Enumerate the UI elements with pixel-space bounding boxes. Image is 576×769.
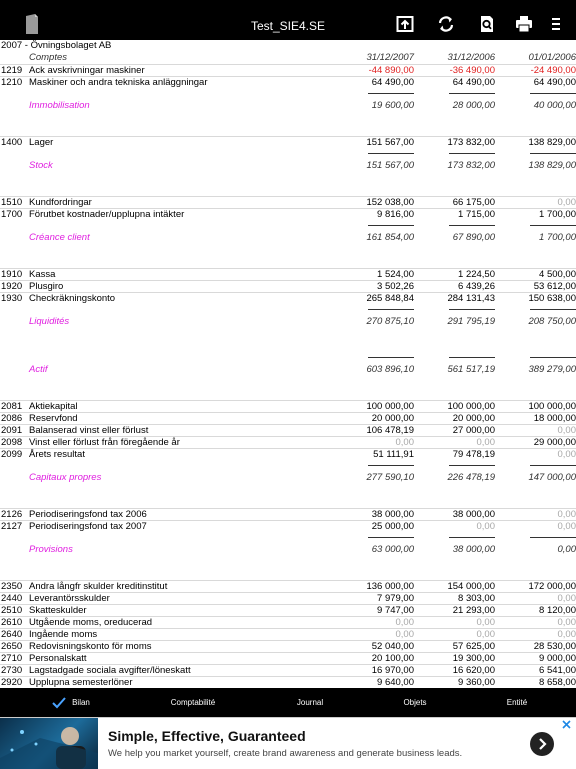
- printer-icon: [514, 14, 536, 34]
- account-value: 106 478,19: [366, 425, 414, 436]
- account-value: 64 490,00: [371, 77, 414, 88]
- total-value: 291 795,19: [447, 316, 495, 327]
- account-label: Lagstadgade sociala avgifter/löneskatt: [29, 665, 191, 676]
- total-label: Actif: [29, 364, 48, 375]
- total-row[interactable]: [0, 316, 576, 328]
- account-value: 9 640,00: [377, 677, 414, 688]
- account-value: 0,00: [395, 629, 414, 640]
- preview-button[interactable]: [477, 14, 499, 36]
- account-value: 4 500,00: [539, 269, 576, 280]
- account-value: 150 638,00: [528, 293, 576, 304]
- account-value: 51 111,91: [373, 449, 414, 460]
- account-label: Checkräkningskonto: [29, 293, 116, 304]
- account-value: 6 541,00: [539, 665, 576, 676]
- total-underline: [368, 465, 414, 466]
- account-label: Årets resultat: [29, 449, 85, 460]
- account-value: 0,00: [557, 509, 576, 520]
- total-underline: [449, 465, 495, 466]
- account-label: Ack avskrivningar maskiner: [29, 65, 145, 76]
- account-value: 173 832,00: [447, 137, 495, 148]
- account-value: 100 000,00: [447, 401, 495, 412]
- total-underline: [368, 537, 414, 538]
- tab-journal[interactable]: Journal: [296, 698, 324, 707]
- total-underline: [368, 93, 414, 94]
- total-underline: [530, 465, 576, 466]
- total-value: 38 000,00: [452, 544, 495, 555]
- account-code: 2350: [1, 581, 23, 592]
- ad-banner[interactable]: [0, 717, 576, 769]
- total-value: 389 279,00: [528, 364, 576, 375]
- account-label: Ingående moms: [29, 629, 98, 640]
- account-code: 2098: [1, 437, 23, 448]
- total-underline: [368, 225, 414, 226]
- account-row[interactable]: [0, 676, 576, 688]
- total-underline: [530, 93, 576, 94]
- account-code: 2920: [1, 677, 23, 688]
- account-value: 25 000,00: [371, 521, 414, 532]
- account-value: 64 490,00: [533, 77, 576, 88]
- total-underline: [368, 309, 414, 310]
- account-value: 0,00: [557, 197, 576, 208]
- total-label: Immobilisation: [29, 100, 90, 111]
- account-label: Andra långfr skulder kreditinstitut: [29, 581, 168, 592]
- total-label: Créance client: [29, 232, 90, 243]
- account-label: Vinst eller förlust från föregående år: [29, 437, 180, 448]
- close-icon: [558, 719, 576, 736]
- account-value: 16 970,00: [371, 665, 414, 676]
- upload-button[interactable]: [395, 14, 417, 36]
- account-row[interactable]: [0, 208, 576, 221]
- account-value: 172 000,00: [528, 581, 576, 592]
- ad-open-button[interactable]: [530, 732, 554, 756]
- accounts-header: Comptes: [29, 52, 68, 63]
- total-label: Liquidités: [29, 316, 70, 327]
- column-date-3: 01/01/2006: [528, 52, 576, 63]
- total-underline: [449, 537, 495, 538]
- total-value: 208 750,00: [528, 316, 576, 327]
- total-value: 28 000,00: [452, 100, 495, 111]
- account-value: 38 000,00: [371, 509, 414, 520]
- account-value: 64 490,00: [452, 77, 495, 88]
- account-label: Balanserad vinst eller förlust: [29, 425, 149, 436]
- account-code: 1700: [1, 209, 23, 220]
- total-underline: [449, 309, 495, 310]
- account-value: 16 620,00: [452, 665, 495, 676]
- total-row[interactable]: [0, 472, 576, 484]
- company-row: [0, 40, 576, 52]
- account-value: -24 490,00: [530, 65, 576, 76]
- column-date-1: 31/12/2007: [366, 52, 414, 63]
- account-label: Kassa: [29, 269, 56, 280]
- total-value: 270 875,10: [366, 316, 414, 327]
- chevron-right-icon: [530, 732, 554, 756]
- account-code: 2640: [1, 629, 23, 640]
- account-value: 284 131,43: [447, 293, 495, 304]
- document-icon[interactable]: [24, 13, 40, 40]
- account-code: 2510: [1, 605, 23, 616]
- account-value: 52 040,00: [371, 641, 414, 652]
- total-value: 67 890,00: [452, 232, 495, 243]
- print-button[interactable]: [514, 14, 536, 36]
- total-row[interactable]: [0, 232, 576, 244]
- tab-entite[interactable]: Entité: [506, 698, 528, 707]
- column-header-row: [0, 52, 576, 64]
- account-value: 27 000,00: [452, 425, 495, 436]
- account-value: 152 038,00: [366, 197, 414, 208]
- checkmark-icon: [52, 697, 66, 711]
- account-value: 138 829,00: [528, 137, 576, 148]
- total-label: Capitaux propres: [29, 472, 102, 483]
- total-underline: [449, 153, 495, 154]
- account-code: 2099: [1, 449, 23, 460]
- account-value: 19 300,00: [452, 653, 495, 664]
- account-value: 9 747,00: [377, 605, 414, 616]
- account-value: 0,00: [557, 425, 576, 436]
- total-value: 151 567,00: [366, 160, 414, 171]
- account-label: Aktiekapital: [29, 401, 78, 412]
- total-underline: [449, 225, 495, 226]
- account-value: 9 360,00: [458, 677, 495, 688]
- account-code: 2610: [1, 617, 23, 628]
- account-value: 151 567,00: [366, 137, 414, 148]
- account-value: 136 000,00: [366, 581, 414, 592]
- account-value: 0,00: [395, 437, 414, 448]
- total-underline: [449, 93, 495, 94]
- account-label: Maskiner och andra tekniska anläggningar: [29, 77, 208, 88]
- account-label: Skatteskulder: [29, 605, 87, 616]
- account-value: 0,00: [557, 521, 576, 532]
- account-row[interactable]: [0, 520, 576, 533]
- top-toolbar: [0, 0, 576, 40]
- total-underline: [530, 225, 576, 226]
- account-label: Periodiseringsfond tax 2007: [29, 521, 147, 532]
- total-underline: [368, 153, 414, 154]
- account-value: 265 848,84: [366, 293, 414, 304]
- account-value: 57 625,00: [452, 641, 495, 652]
- total-value: 603 896,10: [366, 364, 414, 375]
- account-value: 8 303,00: [458, 593, 495, 604]
- total-value: 147 000,00: [528, 472, 576, 483]
- bottom-tab-bar: [0, 688, 576, 717]
- account-label: Upplupna semesterlöner: [29, 677, 133, 688]
- account-label: Leverantörsskulder: [29, 593, 110, 604]
- total-value: 19 600,00: [371, 100, 414, 111]
- account-value: 1 715,00: [458, 209, 495, 220]
- total-value: 277 590,10: [366, 472, 414, 483]
- account-value: 9 000,00: [539, 653, 576, 664]
- account-value: 1 224,50: [458, 269, 495, 280]
- account-value: 0,00: [476, 617, 495, 628]
- total-value: 561 517,19: [447, 364, 495, 375]
- account-value: 3 502,26: [377, 281, 414, 292]
- account-value: 0,00: [476, 437, 495, 448]
- account-value: 20 000,00: [371, 413, 414, 424]
- account-value: 0,00: [557, 449, 576, 460]
- account-code: 1400: [1, 137, 23, 148]
- total-value: 161 854,00: [366, 232, 414, 243]
- account-label: Periodiseringsfond tax 2006: [29, 509, 147, 520]
- account-value: 7 979,00: [377, 593, 414, 604]
- total-row[interactable]: [0, 364, 576, 376]
- account-code: 1210: [1, 77, 23, 88]
- account-value: 1 700,00: [539, 209, 576, 220]
- account-row[interactable]: [0, 136, 576, 149]
- total-row[interactable]: [0, 544, 576, 556]
- account-label: Redovisningskonto för moms: [29, 641, 152, 652]
- menu-icon: [550, 14, 572, 34]
- tab-bilan[interactable]: Bilan: [72, 698, 90, 707]
- account-value: 100 000,00: [528, 401, 576, 412]
- account-code: 2710: [1, 653, 23, 664]
- total-value: 0,00: [557, 544, 576, 555]
- column-date-2: 31/12/2006: [447, 52, 495, 63]
- account-label: Personalskatt: [29, 653, 87, 664]
- account-value: 1 524,00: [377, 269, 414, 280]
- account-value: 0,00: [557, 593, 576, 604]
- account-value: 29 000,00: [533, 437, 576, 448]
- account-code: 1510: [1, 197, 23, 208]
- total-value: 63 000,00: [371, 544, 414, 555]
- account-value: 79 478,19: [452, 449, 495, 460]
- account-value: 0,00: [557, 629, 576, 640]
- account-value: -36 490,00: [449, 65, 495, 76]
- account-row[interactable]: [0, 448, 576, 461]
- account-value: 154 000,00: [447, 581, 495, 592]
- account-code: 2730: [1, 665, 23, 676]
- ad-close-button[interactable]: [558, 718, 576, 732]
- account-code: 2091: [1, 425, 23, 436]
- account-code: 1920: [1, 281, 23, 292]
- total-value: 138 829,00: [528, 160, 576, 171]
- account-label: Kundfordringar: [29, 197, 92, 208]
- total-value: 173 832,00: [447, 160, 495, 171]
- total-underline: [530, 309, 576, 310]
- account-value: -44 890,00: [368, 65, 414, 76]
- total-underline: [449, 357, 495, 358]
- account-value: 0,00: [476, 629, 495, 640]
- account-value: 0,00: [395, 617, 414, 628]
- account-code: 1219: [1, 65, 23, 76]
- tab-objets[interactable]: Objets: [403, 698, 427, 707]
- account-label: Reservfond: [29, 413, 78, 424]
- account-label: Förutbet kostnader/upplupna intäkter: [29, 209, 185, 220]
- sync-button[interactable]: [436, 14, 458, 36]
- account-label: Utgående moms, oreducerad: [29, 617, 153, 628]
- account-value: 6 439,26: [458, 281, 495, 292]
- total-underline: [530, 153, 576, 154]
- balance-sheet-report: [0, 40, 576, 688]
- total-underline: [530, 357, 576, 358]
- account-label: Plusgiro: [29, 281, 64, 292]
- account-code: 1910: [1, 269, 23, 280]
- ad-subtitle: We help you market yourself, create brand awareness and generate business leads.: [108, 748, 463, 759]
- company-name: 2007 - Övningsbolaget AB: [1, 40, 112, 51]
- account-value: 21 293,00: [452, 605, 495, 616]
- upload-icon: [395, 14, 417, 34]
- account-code: 2086: [1, 413, 23, 424]
- total-value: 40 000,00: [533, 100, 576, 111]
- account-value: 9 816,00: [377, 209, 414, 220]
- total-underline: [368, 357, 414, 358]
- total-label: Stock: [29, 160, 53, 171]
- total-row[interactable]: [0, 100, 576, 112]
- account-value: 20 000,00: [452, 413, 495, 424]
- total-label: Provisions: [29, 544, 73, 555]
- account-value: 38 000,00: [452, 509, 495, 520]
- ad-image: [0, 718, 98, 769]
- document-title: Test_SIE4.SE: [250, 19, 326, 33]
- sync-icon: [436, 14, 458, 34]
- total-value: 226 478,19: [447, 472, 495, 483]
- account-row[interactable]: [0, 76, 576, 89]
- account-code: 2127: [1, 521, 23, 532]
- account-code: 1930: [1, 293, 23, 304]
- account-value: 0,00: [476, 521, 495, 532]
- account-code: 2081: [1, 401, 23, 412]
- account-value: 8 120,00: [539, 605, 576, 616]
- tab-comptabilite[interactable]: Comptabilité: [170, 698, 216, 707]
- total-value: 1 700,00: [539, 232, 576, 243]
- account-label: Lager: [29, 137, 54, 148]
- account-value: 28 530,00: [533, 641, 576, 652]
- total-row[interactable]: [0, 160, 576, 172]
- account-code: 2440: [1, 593, 23, 604]
- account-row[interactable]: [0, 292, 576, 305]
- account-code: 2650: [1, 641, 23, 652]
- account-value: 100 000,00: [366, 401, 414, 412]
- account-value: 0,00: [557, 617, 576, 628]
- account-value: 53 612,00: [533, 281, 576, 292]
- total-underline: [530, 537, 576, 538]
- magnifier-document-icon: [477, 14, 499, 34]
- account-value: 20 100,00: [371, 653, 414, 664]
- account-value: 8 658,00: [539, 677, 576, 688]
- account-value: 18 000,00: [533, 413, 576, 424]
- menu-button[interactable]: [550, 14, 572, 36]
- account-code: 2126: [1, 509, 23, 520]
- account-value: 66 175,00: [452, 197, 495, 208]
- ad-title: Simple, Effective, Guaranteed: [108, 728, 306, 744]
